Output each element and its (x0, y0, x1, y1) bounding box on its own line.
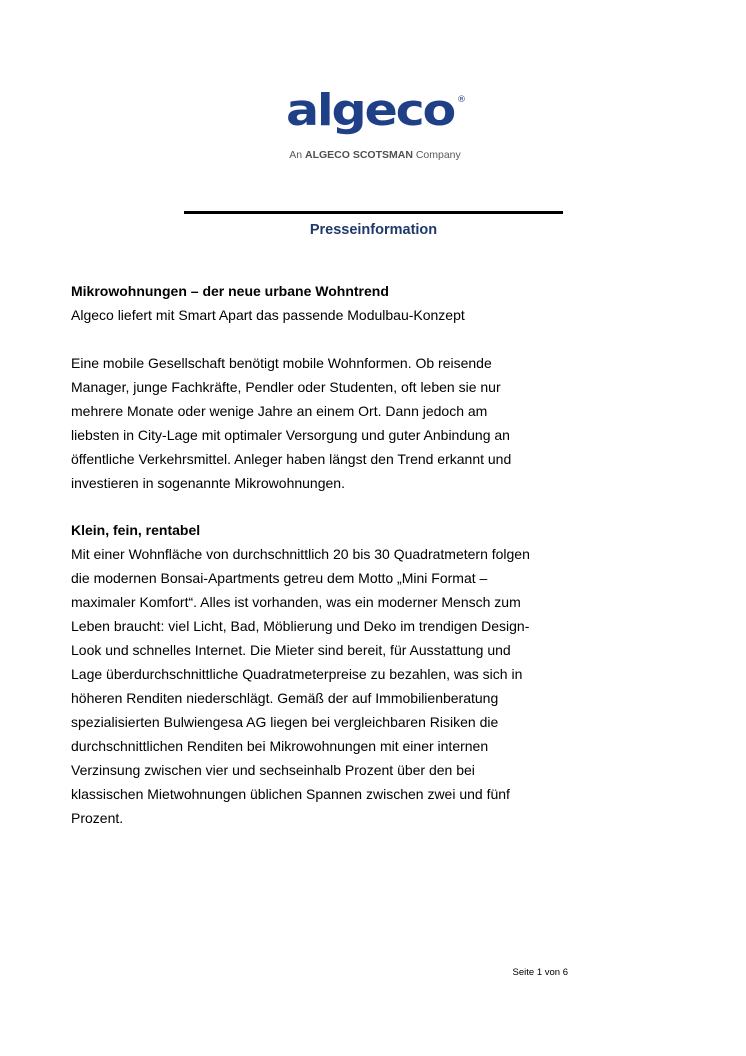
paragraph-line: liebsten in City-Lage mit optimaler Versorgung und guter Anbindung an (71, 427, 510, 443)
registered-mark: ® (457, 95, 466, 105)
paragraph-line: Prozent. (71, 810, 124, 826)
paragraph-line: die modernen Bonsai-Apartments getreu dem Motto „Mini Format – (71, 570, 488, 586)
paragraph-line: klassischen Mietwohnungen üblichen Spannen zwischen zwei und fünf (71, 786, 510, 802)
intro-paragraph (71, 351, 591, 495)
paragraph-line: investieren in sogenannte Mikrowohnungen. (71, 475, 345, 491)
article-subheadline: Algeco liefert mit Smart Apart das passende Modulbau-Konzept (71, 307, 465, 323)
paragraph-line: höheren Renditen niederschlägt. Gemäß der auf Immobilienberatung (71, 690, 499, 706)
logo-tagline-brand: ALGECO SCOTSMAN (304, 149, 413, 161)
paragraph-line: Manager, junge Fachkräfte, Pendler oder Studenten, oft leben sie nur (71, 379, 501, 395)
section-paragraph (71, 542, 591, 830)
company-logo (280, 85, 470, 168)
article-headline: Mikrowohnungen – der neue urbane Wohntrend (71, 283, 389, 299)
section-heading: Klein, fein, rentabel (71, 522, 201, 538)
paragraph-line: mehrere Monate oder wenige Jahre an einem Ort. Dann jedoch am (71, 403, 488, 419)
paragraph-line: spezialisierten Bulwiengesa AG liegen bei vergleichbaren Risiken die (71, 714, 499, 730)
paragraph-line: Mit einer Wohnfläche von durchschnittlich 20 bis 30 Quadratmetern folgen (71, 546, 530, 562)
page-number: Seite 1 von 6 (512, 967, 568, 978)
logo-tagline-prefix: An (289, 149, 303, 161)
header-divider (184, 211, 563, 214)
paragraph-line: Eine mobile Gesellschaft benötigt mobile Wohnformen. Ob reisende (71, 355, 492, 371)
paragraph-line: Look und schnelles Internet. Die Mieter sind bereit, für Ausstattung und (71, 642, 511, 658)
algeco-wordmark-logo (286, 85, 466, 136)
logo-wordmark: algeco (286, 85, 455, 136)
logo-tagline-suffix: Company (415, 149, 461, 161)
paragraph-line: durchschnittlichen Renditen bei Mikrowohnungen mit einer internen (71, 738, 489, 754)
paragraph-line: öffentliche Verkehrsmittel. Anleger haben längst den Trend erkannt und (71, 451, 512, 467)
page-title: Presseinformation (309, 222, 438, 238)
article-body (71, 279, 591, 830)
paragraph-line: maximaler Komfort“. Alles ist vorhanden, was ein moderner Mensch zum (71, 594, 521, 610)
paragraph-line: Leben braucht: viel Licht, Bad, Möblierung und Deko im trendigen Design- (71, 618, 530, 634)
paragraph-line: Lage überdurchschnittliche Quadratmeterpreise zu bezahlen, was sich in (71, 666, 523, 682)
logo-tagline (280, 149, 470, 161)
paragraph-line: Verzinsung zwischen vier und sechseinhalb Prozent über den bei (71, 762, 475, 778)
